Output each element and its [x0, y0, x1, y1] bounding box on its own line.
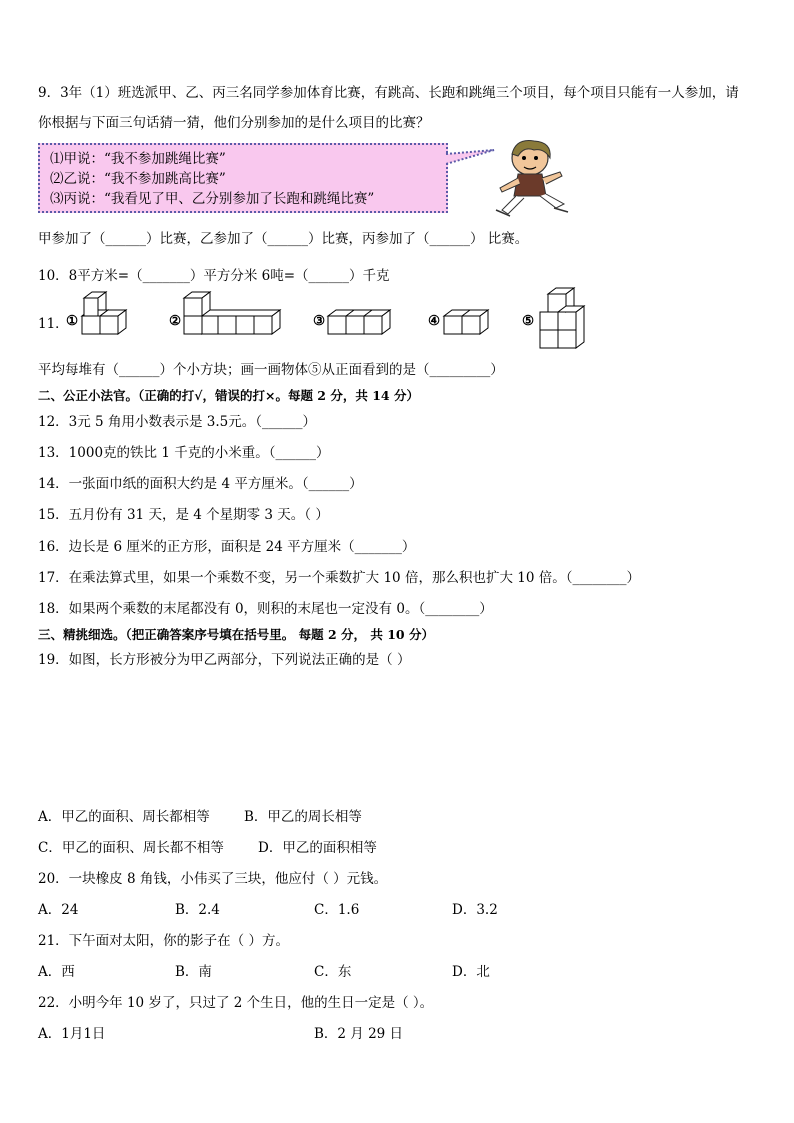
q21-option-d: D．北 [452, 964, 490, 980]
section-3-heading: 三、精挑细选。（把正确答案序号填在括号里。 每题 2 分， 共 10 分） [38, 627, 434, 642]
q20-stem: 20．一块橡皮 8 角钱，小伟买了三块，他应付（ ）元钱。 [38, 871, 388, 887]
cube-figures [0, 0, 794, 400]
q20-option-c: C．1.6 [314, 902, 360, 918]
fig-label-4: ④ [428, 313, 441, 329]
q22-stem: 22．小明今年 10 岁了，只过了 2 个生日，他的生日一定是（ ）。 [38, 995, 434, 1011]
q20-option-b: B．2.4 [175, 902, 220, 918]
section-2-heading: 二、公正小法官。（正确的打√，错误的打×。每题 2 分，共 14 分） [38, 388, 419, 403]
q20-option-a: A．24 [38, 902, 79, 918]
bubble-line-2: ⑵乙说：“我不参加跳高比赛” [50, 171, 226, 187]
bubble-line-1: ⑴甲说：“我不参加跳绳比赛” [50, 151, 226, 167]
fig-label-5: ⑤ [522, 313, 535, 329]
q10: 10．8平方米=（_______）平方分米 6吨=（______）千克 [38, 268, 390, 284]
q9-answer: 甲参加了（______）比赛，乙参加了（______）比赛，丙参加了（______） 比赛。 [38, 231, 529, 247]
q21-option-a: A．西 [38, 964, 75, 980]
q19-stem: 19．如图，长方形被分为甲乙两部分，下列说法正确的是（ ） [38, 652, 411, 668]
q15: 15．五月份有 31 天，是 4 个星期零 3 天。（ ） [38, 507, 329, 523]
fig-label-3: ③ [313, 313, 326, 329]
q11-question: 平均每堆有（______）个小方块；画一画物体⑤从正面看到的是（_________） [38, 362, 504, 378]
fig-label-2: ② [169, 313, 182, 329]
q19-option-d: D．甲乙的面积相等 [258, 840, 377, 856]
q20-option-d: D．3.2 [452, 902, 498, 918]
q16: 16．边长是 6 厘米的正方形，面积是 24 平方厘米（_______） [38, 539, 416, 555]
fig-label-1: ① [66, 313, 79, 329]
q19-option-b: B．甲乙的周长相等 [244, 809, 362, 825]
q21-stem: 21．下午面对太阳，你的影子在（ ）方。 [38, 933, 289, 949]
q9-line1: 9．3年（1）班选派甲、乙、丙三名同学参加体育比赛，有跳高、长跑和跳绳三个项目，每个项目只能有一人参加，请 [38, 85, 739, 101]
q19-option-a: A．甲乙的面积、周长都相等 [38, 809, 210, 825]
q9-line2: 你根据与下面三句话猜一猜，他们分别参加的是什么项目的比赛？ [38, 115, 430, 131]
q17: 17．在乘法算式里，如果一个乘数不变，另一个乘数扩大 10 倍，那么积也扩大 10 倍。（________） [38, 570, 640, 586]
q21-option-c: C．东 [314, 964, 352, 980]
q12: 12．3元 5 角用小数表示是 3.5元。（______） [38, 414, 316, 430]
q21-option-b: B．南 [175, 964, 212, 980]
bubble-line-3: ⑶丙说：“我看见了甲、乙分别参加了长跑和跳绳比赛” [50, 191, 375, 207]
q14: 14．一张面巾纸的面积大约是 4 平方厘米。（______） [38, 476, 363, 492]
q22-option-b: B．2 月 29 日 [314, 1026, 404, 1042]
q22-option-a: A．1月1日 [38, 1026, 106, 1042]
q19-option-c: C．甲乙的面积、周长都不相等 [38, 840, 224, 856]
q18: 18．如果两个乘数的末尾都没有 0，则积的末尾也一定没有 0。（________） [38, 601, 493, 617]
q11-number: 11． [38, 316, 69, 332]
q13: 13．1000克的铁比 1 千克的小米重。（______） [38, 445, 330, 461]
